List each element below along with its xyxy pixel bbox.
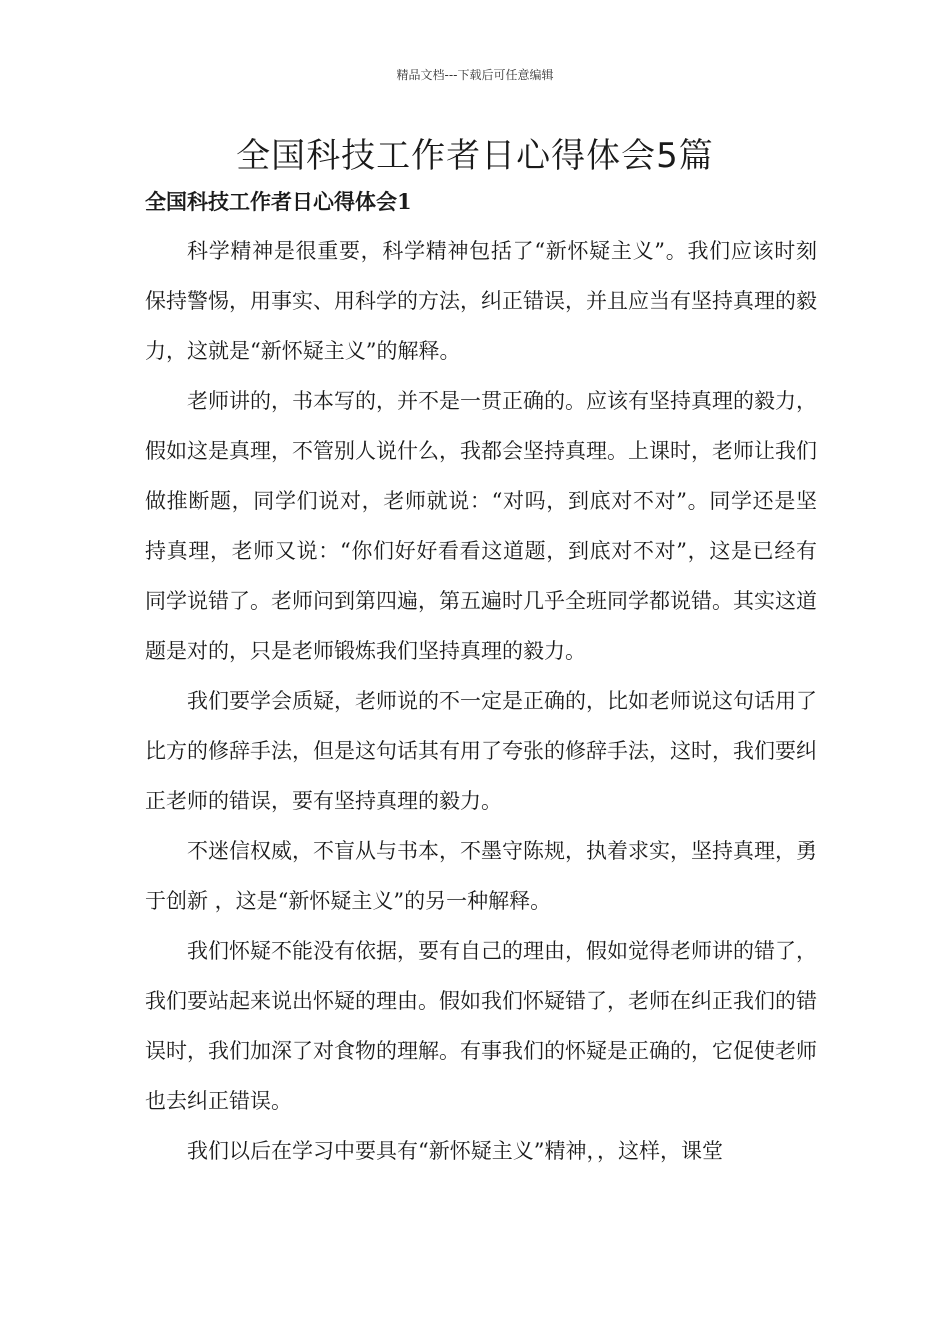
document-title: 全国科技工作者日心得体会5篇 [236, 136, 714, 176]
paragraph-4: 不迷信权威，不盲从与书本，不墨守陈规，执着求实，坚持真理，勇于创新 ，这是“新怀疑主义”的另一种解释。 [145, 839, 817, 913]
paragraph-6: 我们以后在学习中要具有“新怀疑主义”精神，，这样，课堂 [187, 1139, 723, 1163]
paragraph-2: 老师讲的，书本写的，并不是一贯正确的。应该有坚持真理的毅力，假如这是真理，不管别人说什么，我都会坚持真理。上课时，老师让我们做推断题，同学们说对，老师就说：“对吗，到底对不对”。同学还是坚持真理，老师又说：“你们好好看看这道题，到底对不对”，这是已经有同学说错了。老师问到第四遍，第五遍时几乎全班同学都说错。其实这道题是对的，只是老师锻炼我们坚持真理的毅力。 [145, 389, 817, 663]
paragraph-3: 我们要学会质疑，老师说的不一定是正确的，比如老师说这句话用了比方的修辞手法，但是这句话其有用了夸张的修辞手法，这时，我们要纠正老师的错误，要有坚持真理的毅力。 [145, 689, 817, 813]
paragraph-5: 我们怀疑不能没有依据，要有自己的理由，假如觉得老师讲的错了，我们要站起来说出怀疑的理由。假如我们怀疑错了，老师在纠正我们的错误时，我们加深了对食物的理解。有事我们的怀疑是正确的，它促使老师也去纠正错误。 [145, 939, 817, 1113]
section-title: 全国科技工作者日心得体会1 [145, 189, 412, 214]
document-body [145, 226, 817, 1176]
paragraph-1: 科学精神是很重要，科学精神包括了“新怀疑主义”。我们应该时刻保持警惕，用事实、用科学的方法，纠正错误，并且应当有坚持真理的毅力，这就是“新怀疑主义”的解释。 [145, 239, 817, 363]
header-note: 精品文档---下载后可任意编辑 [396, 68, 554, 82]
